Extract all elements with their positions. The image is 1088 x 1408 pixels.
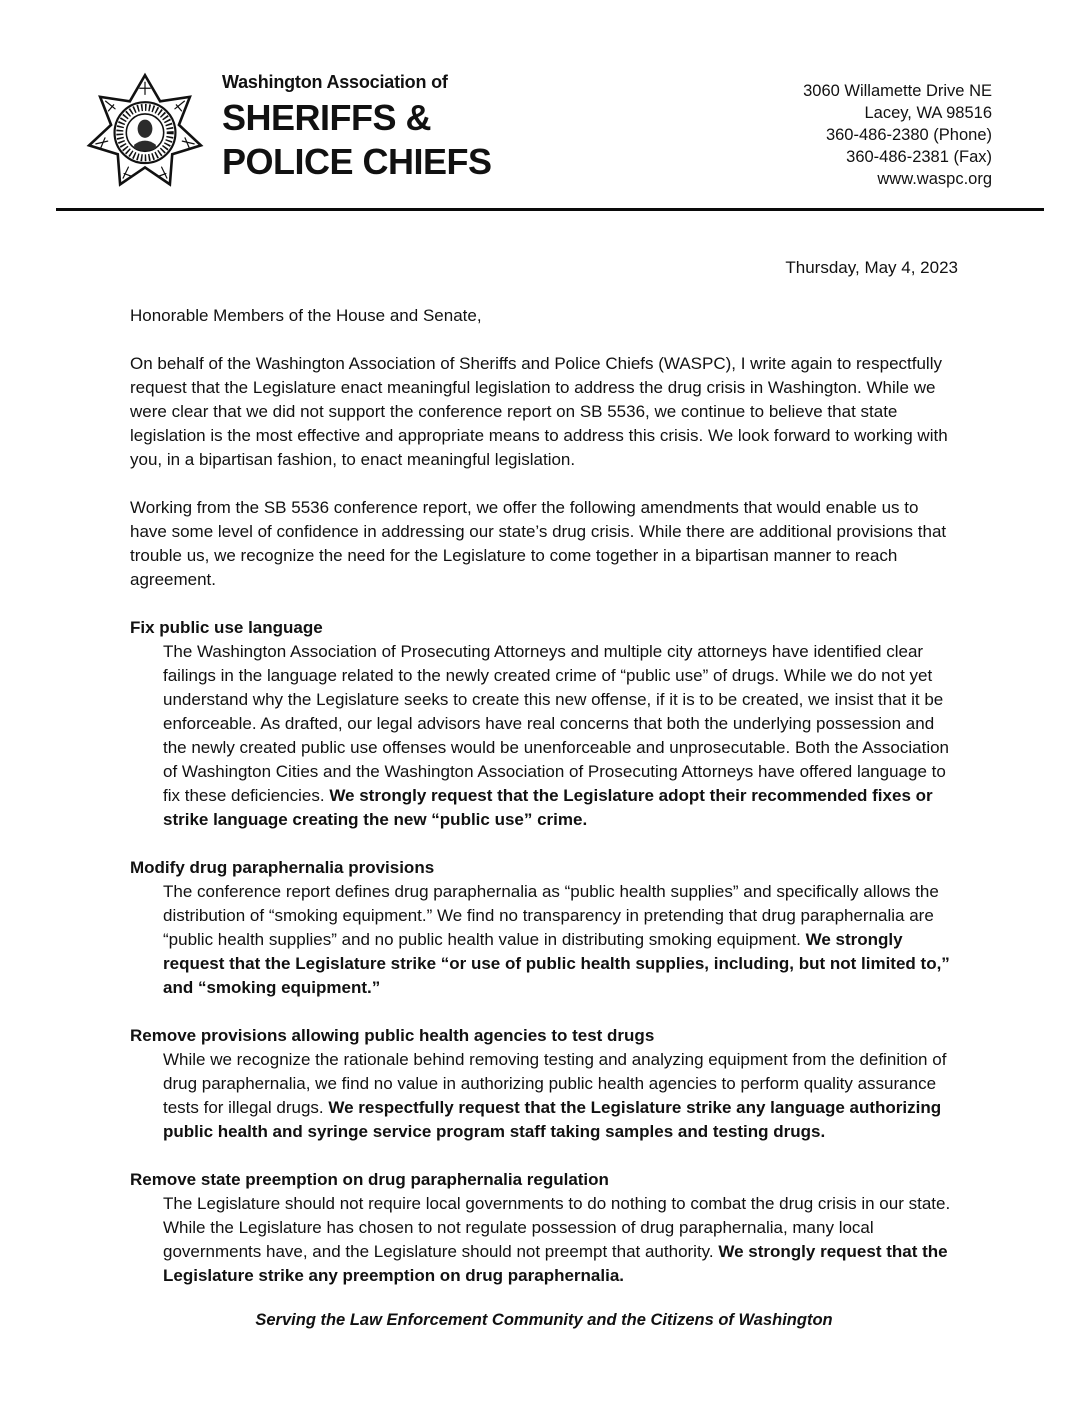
letterhead bbox=[0, 0, 1088, 202]
salutation: Honorable Members of the House and Senate, bbox=[130, 306, 482, 325]
address-line-phone: 360-486-2380 (Phone) bbox=[825, 126, 992, 144]
section-modify-paraphernalia bbox=[130, 856, 958, 1000]
section-body: The conference report defines drug paraphernalia as “public health supplies” and specifically allows the distribution of “smoking equipment.” We find no transparency in pretending that drug paraphernalia are “public health supplies” and no public health value in distributing smoking equipment. We strongly request that the Legislature strike “or use of public health supplies, including, but not limited to,” and “smoking equipment.” bbox=[163, 882, 950, 997]
section-heading: Fix public use language bbox=[130, 618, 323, 637]
address-line-fax: 360-486-2381 (Fax) bbox=[846, 148, 992, 166]
paragraph-intro: On behalf of the Washington Association of Sheriffs and Police Chiefs (WASPC), I write again to respectfully request that the Legislature enact meaningful legislation to address the drug crisis in Washington. While we were clear that we did not support the conference report on SB 5536, we continue to believe that state legislation is the most effective and appropriate means to address this crisis. We look forward to working with you, in a bipartisan fashion, to enact meaningful legislation. bbox=[130, 354, 948, 469]
section-body: The Washington Association of Prosecuting Attorneys and multiple city attorneys have identified clear failings in the language related to the newly created crime of “public use” of drugs. While we do not yet understand why the Legislature seeks to create this new offense, if it is to be created, we insist that it be enforceable. As drafted, our legal advisors have real concerns that both the underlying possession and the newly created public use offenses would be unenforceable and unprosecutable. Both the Association of Washington Cities and the Washington Association of Prosecuting Attorneys have offered language to fix these deficiencies. We strongly request that the Legislature adopt their recommended fixes or strike language creating the new “public use” crime. bbox=[163, 642, 950, 829]
letterhead-divider bbox=[56, 208, 1044, 211]
letter-date: Thursday, May 4, 2023 bbox=[785, 258, 958, 277]
org-logo-block bbox=[84, 70, 492, 202]
section-remove-test-drugs bbox=[130, 1024, 958, 1144]
org-name-line-police-chiefs: POLICE CHIEFS bbox=[222, 141, 492, 182]
section-body: While we recognize the rationale behind removing testing and analyzing equipment from the definition of drug paraphernalia, we find no value in authorizing public health agencies to perform quality assurance tests for illegal drugs. We respectfully request that the Legislature strike any language authorizing public health and syringe service program staff taking samples and testing drugs. bbox=[163, 1050, 947, 1141]
section-fix-public-use bbox=[130, 616, 958, 832]
address-line-website: www.waspc.org bbox=[877, 170, 992, 188]
section-body: The Legislature should not require local governments to do nothing to combat the drug crisis in our state. While the Legislature has chosen to not regulate possession of drug paraphernalia, many local governments have, and the Legislature should not preempt that authority. We strongly request that the Legislature strike any preemption on drug paraphernalia. bbox=[163, 1194, 951, 1285]
section-heading: Remove provisions allowing public health agencies to test drugs bbox=[130, 1026, 655, 1045]
org-name bbox=[222, 70, 492, 184]
org-name-small: Washington Association of bbox=[222, 72, 448, 92]
section-heading: Modify drug paraphernalia provisions bbox=[130, 858, 435, 877]
paragraph-amendments-intro: Working from the SB 5536 conference report, we offer the following amendments that would enable us to have some level of confidence in addressing our state’s drug crisis. While there are additional provisions that trouble us, we recognize the need for the Legislature to come together in a bipartisan manner to reach agreement. bbox=[130, 498, 947, 589]
address-block bbox=[803, 70, 992, 190]
section-remove-preemption bbox=[130, 1168, 958, 1288]
letter-content bbox=[0, 256, 1088, 1332]
org-name-line-sheriffs: SHERIFFS & bbox=[222, 97, 432, 138]
address-line-street: 3060 Willamette Drive NE bbox=[803, 82, 992, 100]
footer-motto: Serving the Law Enforcement Community and the Citizens of Washington bbox=[255, 1311, 833, 1329]
seven-point-star-badge-icon bbox=[84, 70, 206, 202]
section-heading: Remove state preemption on drug paraphernalia regulation bbox=[130, 1170, 609, 1189]
address-line-city: Lacey, WA 98516 bbox=[864, 104, 992, 122]
